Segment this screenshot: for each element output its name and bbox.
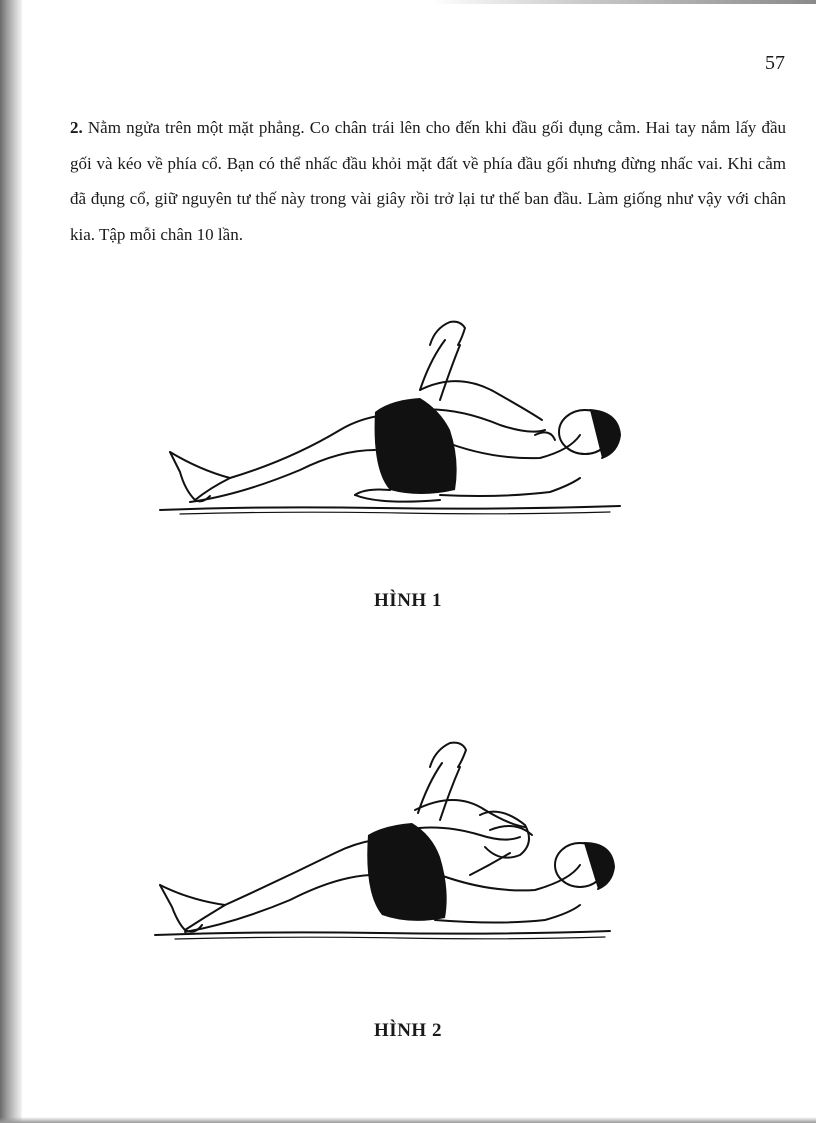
page-number: 57 (765, 52, 785, 74)
figure-1-caption: HÌNH 1 (374, 590, 442, 611)
figure-2-illustration (140, 725, 640, 975)
figure-1-illustration (140, 300, 640, 550)
book-spine-shadow (0, 0, 22, 1123)
page-top-edge (430, 0, 816, 4)
exercise-number: 2. (70, 118, 83, 137)
exercise-instruction (70, 110, 786, 252)
exercise-text: Nằm ngửa trên một mặt phẳng. Co chân trái lên cho đến khi đầu gối đụng cằm. Hai tay nắm lấy đầu gối và kéo về phía cổ. Bạn có thể nhấc đầu khỏi mặt đất về phía đầu gối nhưng đừng nhấc vai. Khi cằm đã đụng cổ, giữ nguyên tư thế này trong vài giây rồi trở lại tư thế ban đầu. Làm giống như vậy với chân kia. Tập mỗi chân 10 lần. (70, 118, 786, 244)
figure-2-caption: HÌNH 2 (374, 1020, 442, 1041)
page-bottom-edge (0, 1117, 816, 1123)
knee-to-chin-drawing-1 (140, 300, 640, 550)
knee-to-chin-drawing-2 (140, 725, 640, 975)
